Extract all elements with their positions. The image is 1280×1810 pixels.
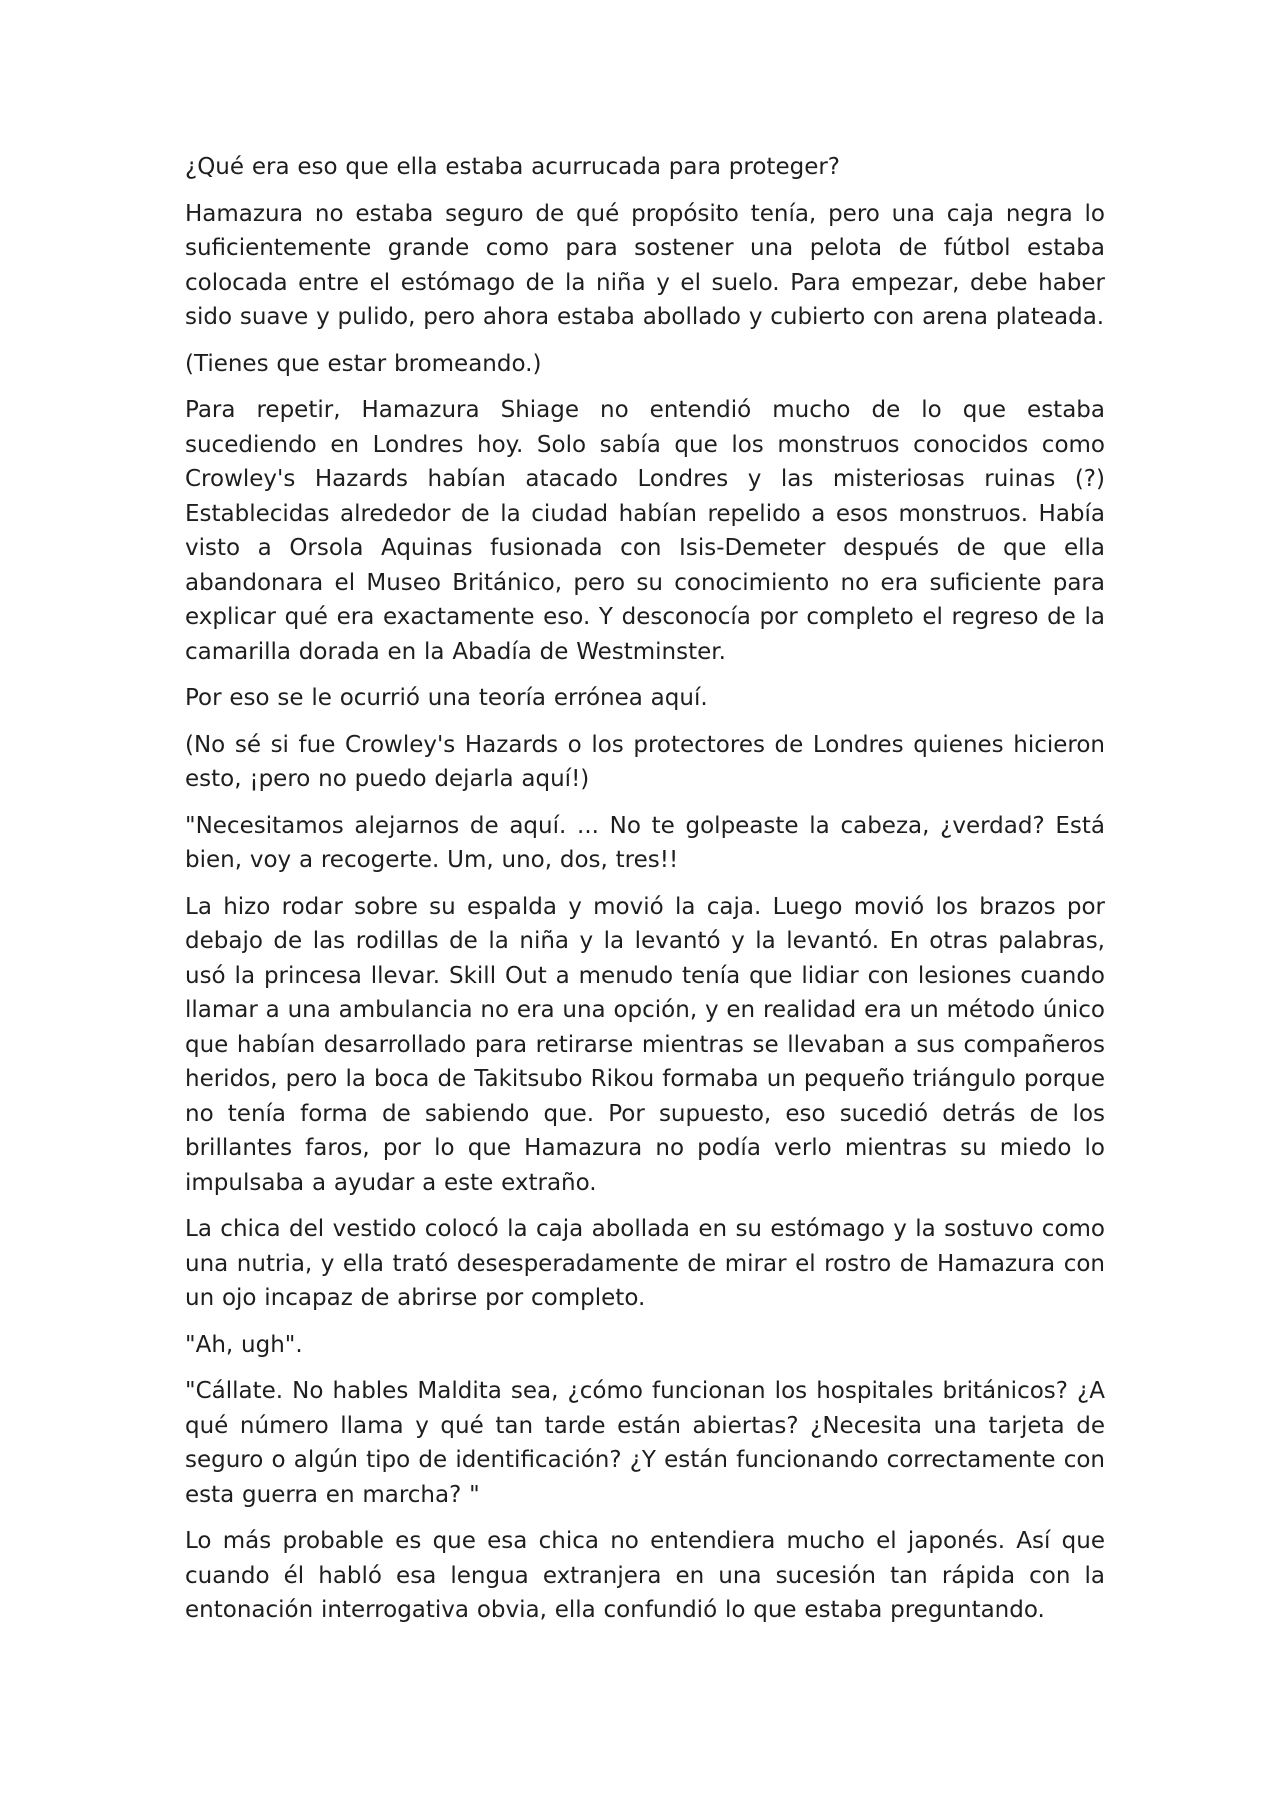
paragraph-3: (Tienes que estar bromeando.) bbox=[185, 350, 542, 377]
paragraph-5: Por eso se le ocurrió una teoría errónea aquí. bbox=[185, 685, 708, 711]
paragraph-4: Para repetir, Hamazura Shiage no entendió mucho de lo que estaba sucediendo en Londres hoy. Solo sabía que los monstruos conocidos como Crowley's Hazards habían atacado Londres y las misteriosas ruinas (?) Establecidas alrededor de la ciudad habían repelido a esos monstruos. Había visto a Orsola Aquinas fusionada con Isis-Demeter después de que ella abandonara el Museo Británico, pero su conocimiento no era suficiente para explicar qué era exactamente eso. Y desconocía por completo el regreso de la camarilla dorada en la Abadía de Westminster. bbox=[185, 397, 1105, 665]
document-page bbox=[185, 150, 1105, 1640]
paragraph-6: (No sé si fue Crowley's Hazards o los protectores de Londres quienes hicieron esto, ¡pero no puedo dejarla aquí!) bbox=[185, 731, 1105, 792]
paragraph-2: Hamazura no estaba seguro de qué propósito tenía, pero una caja negra lo suficientemente grande como para sostener una pelota de fútbol estaba colocada entre el estómago de la niña y el suelo. Para empezar, debe haber sido suave y pulido, pero ahora estaba abollado y cubierto con arena plateada. bbox=[185, 200, 1105, 330]
paragraph-1: ¿Qué era eso que ella estaba acurrucada para proteger? bbox=[185, 154, 841, 180]
paragraph-12: Lo más probable es que esa chica no entendiera mucho el japonés. Así que cuando él habló esa lengua extranjera en una sucesión tan rápida con la entonación interrogativa obvia, ella confundió lo que estaba preguntando. bbox=[185, 1528, 1105, 1623]
paragraph-10: "Ah, ugh". bbox=[185, 1331, 303, 1358]
paragraph-7: "Necesitamos alejarnos de aquí. ... No te golpeaste la cabeza, ¿verdad? Está bien, voy a recogerte. Um, uno, dos, tres!! bbox=[185, 812, 1105, 873]
paragraph-9: La chica del vestido colocó la caja abollada en su estómago y la sostuvo como una nutria, y ella trató desesperadamente de mirar el rostro de Hamazura con un ojo incapaz de abrirse por completo. bbox=[185, 1216, 1105, 1311]
paragraph-11: "Cállate. No hables Maldita sea, ¿cómo funcionan los hospitales británicos? ¿A qué número llama y qué tan tarde están abiertas? ¿Necesita una tarjeta de seguro o algún tipo de identificación? ¿Y están funcionando correctamente con esta guerra en marcha? " bbox=[185, 1378, 1105, 1508]
paragraph-8: La hizo rodar sobre su espalda y movió la caja. Luego movió los brazos por debajo de las rodillas de la niña y la levantó y la levantó. En otras palabras, usó la princesa llevar. Skill Out a menudo tenía que lidiar con lesiones cuando llamar a una ambulancia no era una opción, y en realidad era un método único que habían desarrollado para retirarse mientras se llevaban a sus compañeros heridos, pero la boca de Takitsubo Rikou formaba un pequeño triángulo porque no tenía forma de sabiendo que. Por supuesto, eso sucedió detrás de los brillantes faros, por lo que Hamazura no podía verlo mientras su miedo lo impulsaba a ayudar a este extraño. bbox=[185, 893, 1105, 1196]
